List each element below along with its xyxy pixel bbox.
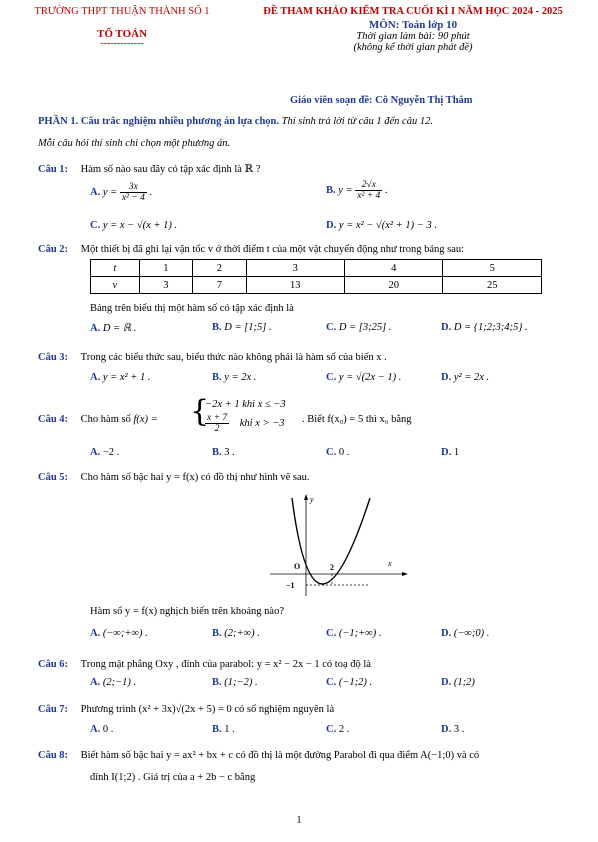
q5-a-label: A. xyxy=(90,628,103,639)
q7-a-value: 0 . xyxy=(102,724,114,735)
q8-text-2: đỉnh I(1;2) . Giá trị của a + 2b − c bằng xyxy=(90,772,256,783)
q5-question: Hàm số y = f(x) nghịch biến trên khoảng nào? xyxy=(90,606,284,617)
q4-text: Cho hàm số xyxy=(80,414,131,425)
q1-c-label: C. xyxy=(90,220,101,231)
q8-row xyxy=(38,750,583,761)
table-cell: 5 xyxy=(443,260,542,277)
q2-c-value: D = [3;25] . xyxy=(338,322,392,333)
q3-c-value: y = √(2x − 1) . xyxy=(338,372,402,383)
q5-option-c[interactable] xyxy=(326,628,382,639)
q2-option-d[interactable] xyxy=(441,322,528,333)
graph-tick-2: 2 xyxy=(330,563,334,572)
q7-d-value: 3 . xyxy=(453,724,465,735)
q6-d-label: D. xyxy=(441,677,454,688)
q5-label: Câu 5: xyxy=(38,472,69,483)
q2-option-c[interactable] xyxy=(326,322,391,333)
q1-b-label: B. xyxy=(326,184,336,196)
q3-option-c[interactable] xyxy=(326,372,401,383)
q5-d-value: (−∞;0) . xyxy=(453,628,490,639)
q3-text: Trong các biểu thức sau, biểu thức nào không phải là hàm số của biến x . xyxy=(80,352,387,363)
q1-option-b[interactable]: B. y = $\frac{2√x}{\text{x² + 4}}$ . xyxy=(326,180,388,201)
q6-option-c[interactable] xyxy=(326,677,372,688)
q2-c-label: C. xyxy=(326,322,339,333)
section-header xyxy=(38,116,578,127)
table-cell: 3 xyxy=(139,277,193,294)
q3-d-label: D. xyxy=(441,372,454,383)
q3-b-value: y = 2x . xyxy=(224,372,257,383)
exam-time-note: (không kể thời gian phát đề) xyxy=(353,42,473,53)
q7-option-d[interactable] xyxy=(441,724,464,735)
q1-option-c[interactable]: C. y = x − √(x + 1) . xyxy=(90,220,178,231)
q7-label: Câu 7: xyxy=(38,704,69,715)
section-instruction: Thí sinh trả lời từ câu 1 đến câu 12. xyxy=(281,116,433,127)
table-cell: 25 xyxy=(443,277,542,294)
y-axis-arrow xyxy=(304,494,308,500)
q7-text: Phương trình (x² + 3x)√(2x + 5) = 0 có số nghiệm nguyên là xyxy=(80,704,335,715)
q5-c-value: (−1;+∞) . xyxy=(338,628,382,639)
q2-after: Bảng trên biểu thị một hàm số có tập xác định là xyxy=(90,303,294,314)
q7-b-value: 1 . xyxy=(224,724,235,735)
header-left xyxy=(22,6,222,48)
q6-text: Trong mặt phẳng Oxy , đỉnh của parabol: y = x² − 2x − 1 có toạ độ là xyxy=(80,659,371,670)
q7-c-value: 2 . xyxy=(338,724,350,735)
graph-x-label: x xyxy=(388,559,392,568)
q4-piece-1: −2x + 1 khi x ≤ −3 xyxy=(205,399,286,410)
q6-b-label: B. xyxy=(212,677,225,688)
q3-d-value: y² = 2x . xyxy=(453,372,490,383)
q6-c-value: (−1;2) . xyxy=(338,677,373,688)
q3-a-label: A. xyxy=(90,372,103,383)
q5-option-d[interactable] xyxy=(441,628,489,639)
q7-option-c[interactable] xyxy=(326,724,349,735)
q6-option-b[interactable] xyxy=(212,677,258,688)
q5-c-label: C. xyxy=(326,628,339,639)
q4-option-b[interactable] xyxy=(212,447,235,458)
q1-label: Câu 1: xyxy=(38,164,69,175)
q5-text: Cho hàm số bậc hai y = f(x) có đồ thị như hình vẽ sau. xyxy=(80,472,310,483)
q4-d-label: D. xyxy=(441,447,454,458)
q7-b-label: B. xyxy=(212,724,225,735)
q4-option-d[interactable] xyxy=(441,447,459,458)
table-cell: 2 xyxy=(193,260,247,277)
table-cell: t xyxy=(91,260,140,277)
section-title: PHẦN 1. Câu trắc nghiệm nhiều phương án lựa chọn. xyxy=(38,116,279,127)
q5-option-a[interactable] xyxy=(90,628,148,639)
teacher-line: Giáo viên soạn đề: Cô Nguyễn Thị Thắm xyxy=(290,95,473,106)
q3-c-label: C. xyxy=(326,372,339,383)
header-divider: ------------- xyxy=(100,38,144,49)
q2-b-value: D = [1;5] . xyxy=(224,322,272,333)
q4-b-label: B. xyxy=(212,447,225,458)
q6-option-a[interactable] xyxy=(90,677,136,688)
q3-b-label: B. xyxy=(212,372,225,383)
q7-d-label: D. xyxy=(441,724,454,735)
q4-piece-2-cond: khi x > −3 xyxy=(239,417,285,429)
q3-label: Câu 3: xyxy=(38,352,69,363)
q5-b-value: (2;+∞) . xyxy=(224,628,260,639)
q6-option-d[interactable] xyxy=(441,677,475,688)
q6-a-label: A. xyxy=(90,677,103,688)
page-number: 1 xyxy=(296,815,302,826)
exam-title: ĐỀ THAM KHẢO KIỂM TRA CUỐI KÌ I NĂM HỌC 2024 - 2025 xyxy=(263,6,563,17)
q5-option-b[interactable] xyxy=(212,628,260,639)
q5-b-label: B. xyxy=(212,628,225,639)
q3-a-value: y = x² + 1 . xyxy=(102,372,151,383)
graph-tick-m1: −1 xyxy=(286,581,295,590)
q7-c-label: C. xyxy=(326,724,339,735)
section-instruction-2: Mỗi câu hỏi thí sinh chỉ chọn một phương án. xyxy=(38,138,231,149)
q1-a-label: A. xyxy=(90,186,101,198)
q2-text: Một thiết bị đã ghi lại vận tốc v ở thời điểm t của một vật chuyển động như trong bảng sau: xyxy=(80,244,465,255)
q1-option-a[interactable]: A. y = $\frac{3x}{\text{x² − 4}}$ . xyxy=(90,182,153,203)
table-cell: 20 xyxy=(345,277,443,294)
q4-tail: . Biết f(x₀) = 5 thì x₀ bằng xyxy=(302,414,412,425)
q6-b-value: (1;−2) . xyxy=(224,677,258,688)
q4-label: Câu 4: xyxy=(38,414,69,425)
graph-origin-label: O xyxy=(294,562,301,571)
table-cell: 3 xyxy=(246,260,344,277)
header-right xyxy=(238,6,588,53)
q6-d-value: (1;2) xyxy=(453,677,475,688)
table-cell: 13 xyxy=(246,277,344,294)
q6-c-label: C. xyxy=(326,677,339,688)
exam-time: Thời gian làm bài: 90 phút xyxy=(356,31,470,42)
q1-d-label: D. xyxy=(326,220,337,231)
q1-option-d[interactable]: D. y = x² − √(x² + 1) − 3 . xyxy=(326,220,437,231)
school-name: TRƯỜNG THPT THUẬN THÀNH SỐ 1 xyxy=(34,6,210,17)
table-cell: v xyxy=(91,277,140,294)
q5-a-value: (−∞;+∞) . xyxy=(102,628,148,639)
q1-text: Hàm số nào sau đây có tập xác định là ℝ ? xyxy=(80,164,261,175)
q4-a-value: −2 . xyxy=(102,447,120,458)
q2-d-value: D = {1;2;3;4;5} . xyxy=(453,322,528,333)
q7-a-label: A. xyxy=(90,724,103,735)
q6-label: Câu 6: xyxy=(38,659,69,670)
q3-option-b[interactable] xyxy=(212,372,256,383)
q8-label: Câu 8: xyxy=(38,750,69,761)
graph-y-label: y xyxy=(310,495,314,504)
q3-option-d[interactable] xyxy=(441,372,489,383)
q4-brace: { xyxy=(190,394,210,429)
q2-option-a[interactable] xyxy=(90,322,136,334)
q4-c-value: 0 . xyxy=(338,447,350,458)
q4-piece-2: $\frac{x + 7}{2}$ khi x > −3 xyxy=(207,413,285,434)
q2-option-b[interactable] xyxy=(212,322,272,333)
q7-option-b[interactable] xyxy=(212,724,235,735)
q2-row xyxy=(38,244,578,255)
q5-parabola-graph xyxy=(270,490,410,600)
q7-row xyxy=(38,704,334,715)
department-name: TỔ TOÁN xyxy=(96,28,148,40)
q7-option-a[interactable] xyxy=(90,724,113,735)
q4-a-label: A. xyxy=(90,447,103,458)
q4-row: Câu 4: Cho hàm số f(x) = xyxy=(38,414,158,425)
q8-text: Biết hàm số bậc hai y = ax² + bx + c có đồ thị là một đường Parabol đi qua điểm A(−1;0) và có xyxy=(80,750,480,761)
q4-c-label: C. xyxy=(326,447,339,458)
q4-option-a[interactable] xyxy=(90,447,119,458)
q4-option-c[interactable] xyxy=(326,447,349,458)
q6-row xyxy=(38,659,371,670)
q2-a-label: A. xyxy=(90,323,103,334)
q6-a-value: (2;−1) . xyxy=(102,677,137,688)
q1-row xyxy=(38,163,261,175)
q2-b-label: B. xyxy=(212,322,225,333)
exam-subject: MÔN: Toán lớp 10 xyxy=(368,19,458,31)
q2-table xyxy=(90,259,542,294)
q2-label: Câu 2: xyxy=(38,244,69,255)
table-cell: 1 xyxy=(139,260,193,277)
q5-row xyxy=(38,472,310,483)
table-cell: 7 xyxy=(193,277,247,294)
table-cell: 4 xyxy=(345,260,443,277)
q3-row xyxy=(38,352,387,363)
q4-d-value: 1 xyxy=(453,447,460,458)
x-axis-arrow xyxy=(402,572,408,576)
table-row xyxy=(91,260,542,277)
q2-d-label: D. xyxy=(441,322,454,333)
q2-a-value: D = ℝ . xyxy=(102,323,137,334)
table-row xyxy=(91,277,542,294)
q5-d-label: D. xyxy=(441,628,454,639)
q3-option-a[interactable] xyxy=(90,372,150,383)
q4-b-value: 3 . xyxy=(224,447,235,458)
